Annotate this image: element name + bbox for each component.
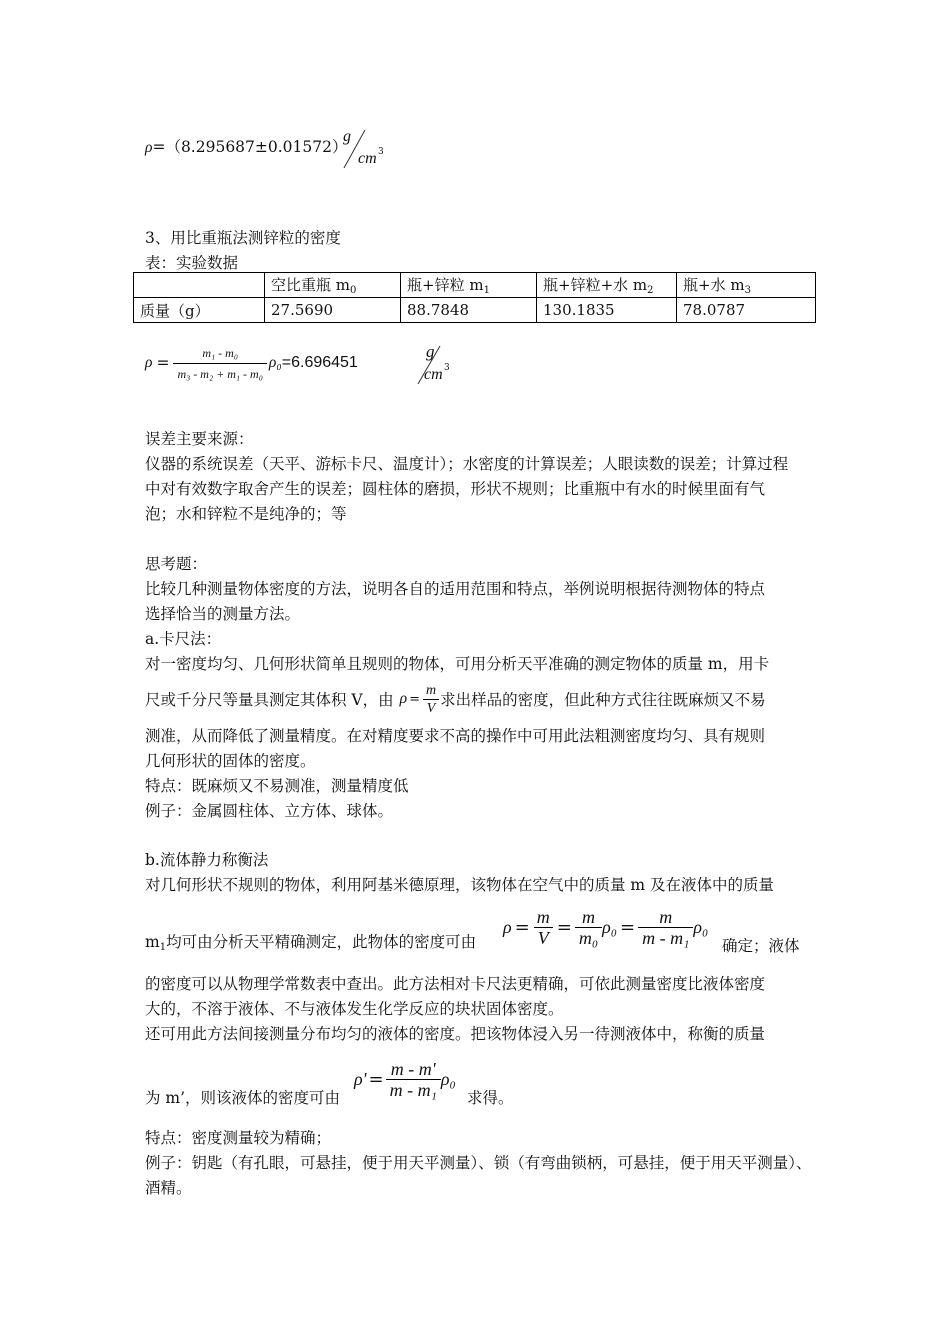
method-b-formula-line: $m_1$均可由分析天平精确测定，此物体的密度可由 xyxy=(145,933,477,953)
unit-g-per-cm3: g cm 3 xyxy=(410,342,460,388)
error-title: 误差主要来源： xyxy=(145,430,254,448)
table-header-cell: 瓶+水 $m_3$ xyxy=(677,273,816,298)
table-header-cell: 空比重瓶 $m_0$ xyxy=(265,273,401,298)
method-b-line-end: 确定；液体 xyxy=(722,937,800,955)
result-1-value: =（8.295687±0.01572） xyxy=(152,138,348,156)
pycnometer-result: =6.696451 xyxy=(281,354,358,371)
table-row-label: 质量（g） xyxy=(134,298,265,323)
table-header-cell: 瓶+锌粒+水 $m_2$ xyxy=(537,273,677,298)
method-a-example: 例子：金属圆柱体、立方体、球体。 xyxy=(145,802,394,820)
question-line: 比较几种测量物体密度的方法，说明各自的适用范围和特点，举例说明根据待测物体的特点 xyxy=(145,580,766,598)
error-sources xyxy=(145,427,810,527)
method-b-example: 酒精。 xyxy=(145,1179,192,1197)
table-header-cell xyxy=(134,273,265,298)
pycnometer-formula: ρ = $\frac{\text{m₁ - m₀}}{\text{m₃ - m₂ + m₁ - m₀}}$ ρ₀ =6.696451 xyxy=(145,340,358,386)
liquid-density-formula: ρ' = $\frac{m - m'}{\text{m - m₁}}$ ρ₀ xyxy=(354,1058,456,1100)
density-result-1 xyxy=(145,135,347,157)
question-line: 选择恰当的测量方法。 xyxy=(145,605,301,623)
method-b-feature: 特点：密度测量较为精确； xyxy=(145,1129,332,1147)
method-a-formula-line: 尺或千分尺等量具测定其体积 V，由 ρ = $\frac{m}{V}$ 求出样品的密度，但此种方式往往既麻烦又不易 xyxy=(145,682,766,716)
table-cell: 130.1835 xyxy=(537,298,677,323)
unit-g-per-cm3: g cm 3 xyxy=(343,128,384,167)
question-section xyxy=(145,552,810,677)
experiment-data-table xyxy=(133,272,816,323)
table-caption: 表：实验数据 xyxy=(145,254,239,272)
method-b-line: 的密度可以从物理学常数表中查出。此方法相对卡尺法更精确，可依此测量密度比液体密度 xyxy=(145,975,766,993)
method-a-line: 几何形状的固体的密度。 xyxy=(145,752,316,770)
method-b-line: 对几何形状不规则的物体，利用阿基米德原理，该物体在空气中的质量 m 及在液体中的质量 xyxy=(145,876,775,894)
liquid-formula-line-end: 求得。 xyxy=(467,1089,514,1107)
table-cell: 88.7848 xyxy=(401,298,537,323)
method-b-line: 还可用此方法间接测量分布均匀的液体的密度。把该物体浸入另一待测液体中，称衡的质量 xyxy=(145,1025,766,1043)
method-a-feature: 特点：既麻烦又不易测准，测量精度低 xyxy=(145,777,409,795)
rho-symbol: ρ xyxy=(145,139,153,156)
table-row xyxy=(134,298,816,323)
table-cell: 27.5690 xyxy=(265,298,401,323)
method-b-rest xyxy=(145,972,810,1047)
section-3-heading: 3、用比重瓶法测锌粒的密度 xyxy=(145,229,341,247)
error-line: 泡；水和锌粒不是纯净的；等 xyxy=(145,505,347,523)
method-b-example: 例子：钥匙（有孔眼，可悬挂，便于用天平测量）、锁（有弯曲锁柄，可悬挂，便于用天平测量）、 xyxy=(145,1154,812,1172)
method-b-intro xyxy=(145,848,810,898)
error-line: 中对有效数字取舍产生的误差；圆柱体的磨损，形状不规则；比重瓶中有水的时候里面有气 xyxy=(145,480,766,498)
method-b-line: 大的，不溶于液体、不与液体发生化学反应的块状固体密度。 xyxy=(145,1000,564,1018)
table-cell: 78.0787 xyxy=(677,298,816,323)
formula-fraction: $\frac{\text{m₁ - m₀}}{\text{m₃ - m₂ + m₁ - m₀}}$ xyxy=(173,343,266,384)
density-fraction: $\frac{m}{V}$ xyxy=(422,682,440,717)
question-title: 思考题： xyxy=(145,555,208,573)
method-a-line: 对一密度均匀、几何形状简单且规则的物体，可用分析天平准确的测定物体的质量 m，用卡 xyxy=(145,655,770,673)
method-a-rest xyxy=(145,724,810,824)
table-header-row xyxy=(134,273,816,298)
liquid-formula-line-text: 为 m’，则该液体的密度可由 xyxy=(145,1089,341,1107)
method-a-title: a.卡尺法： xyxy=(145,630,222,648)
table-header-cell: 瓶+锌粒 $m_1$ xyxy=(401,273,537,298)
method-b-summary xyxy=(145,1126,810,1201)
hydrostatic-formula: ρ = $\frac{m}{V}$ = $\frac{m}{\text{m₀}}$ ρ₀ = $\frac{m}{\text{m - m₁}}$ ρ₀ xyxy=(503,906,709,948)
method-a-line: 测准，从而降低了测量精度。在对精度要求不高的操作中可用此法粗测密度均匀、具有规则 xyxy=(145,727,766,745)
method-b-title: b.流体静力称衡法 xyxy=(145,851,269,869)
error-line: 仪器的系统误差（天平、游标卡尺、温度计）；水密度的计算误差；人眼读数的误差；计算过程 xyxy=(145,455,789,473)
